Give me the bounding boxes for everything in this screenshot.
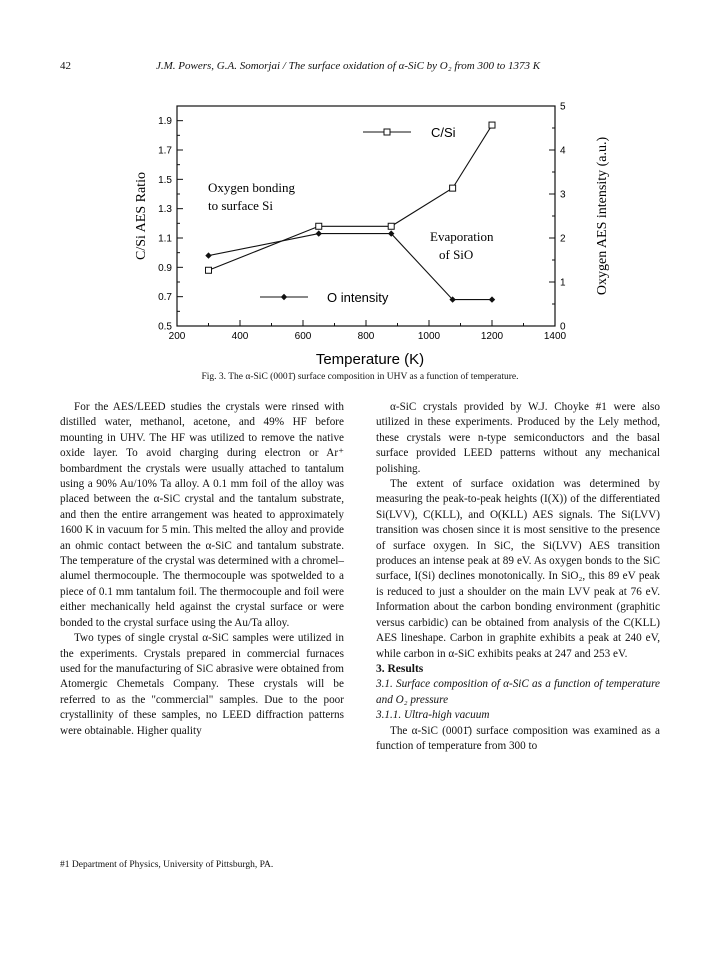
x-tick-label: 200 [168,331,186,342]
footnote: #1 Department of Physics, University of Pittsburgh, PA. [60,860,274,870]
data-point-square [489,122,495,128]
subsubsection-heading: 3.1.1. Ultra-high vacuum [376,709,490,722]
y2-axis-label: Oxygen AES intensity (a.u.) [595,136,610,296]
y2-tick-label: 5 [560,101,566,113]
data-point-diamond [281,294,287,300]
y2-tick-label: 1 [560,277,566,289]
x-tick-label: 600 [294,331,312,342]
y2-tick-label: 2 [560,233,566,245]
y-tick-label: 0.5 [158,321,172,333]
annotation-oxygen-bonding-line2: to surface Si [208,198,273,213]
data-point-square [388,223,394,229]
y2-tick-label: 3 [560,189,566,201]
x-axis-label: Temperature (K) [315,351,425,368]
data-point-diamond [316,230,322,236]
data-point-square [316,223,322,229]
x-tick-label: 800 [357,331,375,342]
x-tick-label: 1400 [543,331,567,342]
body-column-right [376,400,660,754]
body-column-left [60,400,344,739]
figure-chart [105,86,625,370]
x-tick-label: 1000 [417,331,441,342]
y-tick-label: 0.9 [158,262,172,274]
running-title: J.M. Powers, G.A. Somorjai / The surface oxidation of α-SiC by O₂ from 300 to 1373 K [156,60,541,72]
data-point-diamond [205,252,211,258]
figure-caption: Fig. 3. The α-SiC (0001̄) surface composition in UHV as a function of temperature. [201,372,519,382]
x-tick-label: 1200 [480,331,504,342]
paragraph: For the AES/LEED studies the crystals were rinsed with distilled water, methanol, acetone, and 49% HF before mounting in UHV. The HF was utilized to remove the native oxide layer. To avoid charging during electron or Ar⁺ bombardment the crystals were usually attached to tantalum using a 90% Au/10% Ta alloy. A 0.1 mm foil of the alloy was placed between the α-SiC crystal and the tantalum substrate, and then the entire arrangement was heated to approximately 1600 K in vacuum for 5 min. This melted the alloy and provide an ohmic contact between the α-SiC and tantalum substrate. The temperature of the crystal was determined with a chromel–alumel thermocouple. The thermocouple was spotwelded to a piece of 0.1 mm tantalum foil. The thermocouple and foil were either mechanically held against the crystal surface or were bonded to the crystal surface using the Au/Ta alloy. [60,401,344,629]
data-point-square [450,185,456,191]
annotation-oxygen-bonding: Oxygen bonding [208,180,296,195]
y2-tick-label: 0 [560,321,566,333]
y-axis-label: C/Si AES Ratio [134,172,149,260]
paragraph: Two types of single crystal α-SiC samples were utilized in the experiments. Crystals prepared in commercial furnaces used for the manufacturing of SiC abrasive were obtained from Atomergic Chemetals Company. These crystals will be referred to as the "commercial" samples. Due to the poor crystallinity of these samples, no LEED diffraction patterns were obtainable. Higher quality [60,632,344,737]
legend-label-oxygen: O intensity [327,290,389,305]
y-tick-label: 1.1 [158,233,172,245]
section-heading: 3. Results [376,662,424,675]
paragraph: The extent of surface oxidation was determined by measuring the peak-to-peak heights (I(X)) of the differentiated Si(LVV), C(KLL), and O(KLL) AES signals. The Si(LVV) transition was chosen since it is most sensitive to the presence of surface oxygen. In SiC, the Si(LVV) AES transition produces an intense peak at 89 eV. As oxygen bonds to the SiC surface, I(Si) declines monotonically. In SiO₂, this 89 eV peak is reduced to just a shoulder on the main LVV peak at 76 eV. Information about the carbon bonding environment (graphitic versus carbidic) can be obtained from analysis of the C(KLL) AES lineshape. Carbon in graphite exhibits a peak at 240 eV, while carbon in α-SiC exhibits peaks at 247 and 253 eV. [376,478,660,660]
data-point-square [384,129,390,135]
page-header [60,60,660,76]
y2-tick-label: 4 [560,145,566,157]
data-point-diamond [489,296,495,302]
y-tick-label: 1.5 [158,174,172,186]
subsection-heading: 3.1. Surface composition of α-SiC as a function of temperature and O₂ pressure [376,678,660,706]
data-point-square [206,267,212,273]
page-number: 42 [60,60,71,72]
legend-label-csi: C/Si [431,125,456,140]
paragraph: α-SiC crystals provided by W.J. Choyke #1 were also utilized in these experiments. Produced by the Lely method, these crystals were n-type semiconductors and the basal surface provided LEED patterns without any mechanical polishing. [376,401,660,475]
paragraph: The α-SiC (0001̄) surface composition was examined as a function of temperature from 300 to [376,724,660,752]
annotation-evaporation-line2: of SiO [439,247,474,262]
y-tick-label: 1.7 [158,145,172,157]
annotation-evaporation: Evaporation [430,229,494,244]
y-tick-label: 1.9 [158,116,172,128]
y-tick-label: 1.3 [158,204,172,216]
y-tick-label: 0.7 [158,292,172,304]
x-tick-label: 400 [231,331,249,342]
